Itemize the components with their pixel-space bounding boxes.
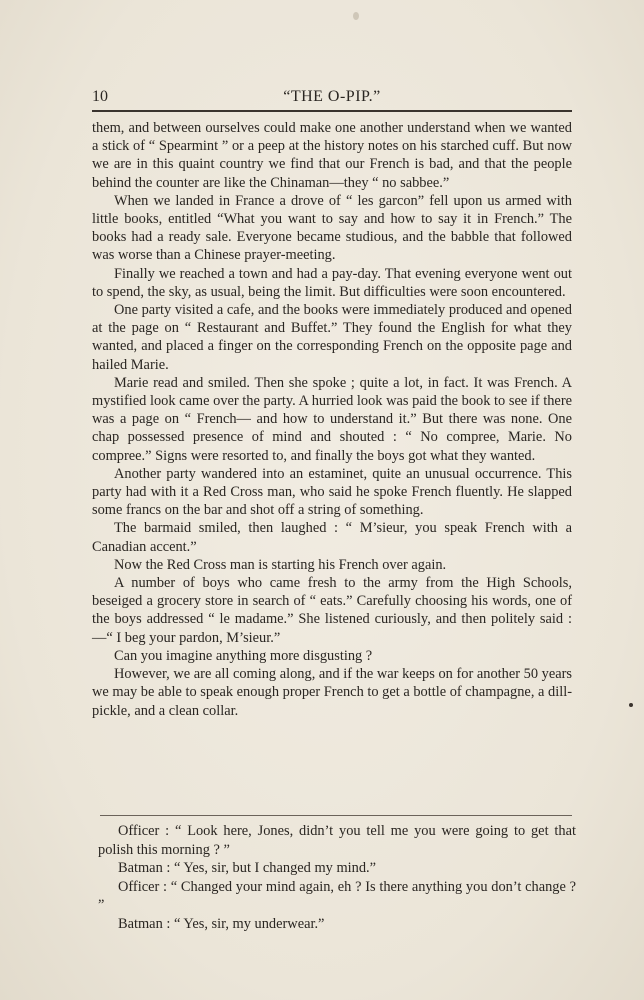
header-rule (92, 110, 572, 112)
paragraph: The barmaid smiled, then laughed : “ M’sieur, you speak French with a Canadian accent.” (92, 520, 572, 555)
paper-blemish (353, 12, 359, 20)
dialogue-line: Officer : “ Changed your mind again, eh ? Is there anything you don’t change ? ” (98, 878, 576, 914)
section-divider (100, 815, 572, 816)
paragraph: However, we are all coming along, and if the war keeps on for another 50 years we may be able to speak enough proper French to get a bottle of champagne, a dill-pickle, and a clean collar. (92, 666, 572, 719)
page-header (92, 88, 572, 110)
paragraph: them, and between ourselves could make one another understand when we wanted a stick of “ Spearmint ” or a peep at the history notes on his starched cuff. But now we are in this quaint country we find that our French is bad, and that the people behind the counter are like the Chinaman—they “ no sabbee.” (92, 120, 572, 191)
dialogue-line: Batman : “ Yes, sir, my underwear.” (118, 915, 325, 932)
paragraph: Another party wandered into an estaminet, quite an unusual occurrence. This party had with it a Red Cross man, who said he spoke French fluently. He slapped some francs on the bar and shot off a string of something. (92, 465, 572, 519)
dialogue-line: Batman : “ Yes, sir, but I changed my mind.” (118, 860, 377, 877)
paragraph: A number of boys who came fresh to the army from the High Schools, beseiged a grocery store in search of “ eats.” Carefully choosing his words, one of the boys addressed “ le madame.” She listened curiously, and then politely said :—“ I beg your pardon, M’sieur.” (92, 575, 572, 646)
running-title: “THE O-PIP.” (283, 88, 381, 105)
paragraph: One party visited a cafe, and the books were immediately produced and opened at the page on “ Restaurant and Buffet.” They found the English for what they wanted, and placed a finger on the corresponding French on the opposite page and hailed Marie. (92, 302, 572, 373)
paragraph: Marie read and smiled. Then she spoke ; quite a lot, in fact. It was French. A mystified look came over the party. A hurried look was paid the book to see if there was a page on “ French— and how to understand it.” But there was none. One chap possessed presence of mind and shouted : “ No compree, Marie. No compree.” Signs were resorted to, and finally the boys got what they wanted. (92, 374, 572, 464)
margin-mark (629, 703, 633, 707)
paragraph: Now the Red Cross man is starting his French over again. (114, 556, 447, 573)
article-body (92, 119, 572, 720)
paragraph: Can you imagine anything more disgusting ? (114, 647, 373, 664)
paragraph: When we landed in France a drove of “ les garcon” fell upon us armed with little books, entitled “What you want to say and how to say it in French.” The books had a ready sale. Everyone became studious, and the babble that followed was worse than a Chinese prayer-meeting. (92, 192, 572, 264)
anecdote-dialogue (98, 822, 576, 934)
paragraph: Finally we reached a town and had a pay-day. That evening everyone went out to spend, the sky, as usual, being the limit. But difficulties were soon encountered. (92, 265, 572, 300)
page-number: 10 (92, 88, 108, 105)
dialogue-line: Officer : “ Look here, Jones, didn’t you tell me you were going to get that polish this morning ? ” (98, 823, 576, 858)
